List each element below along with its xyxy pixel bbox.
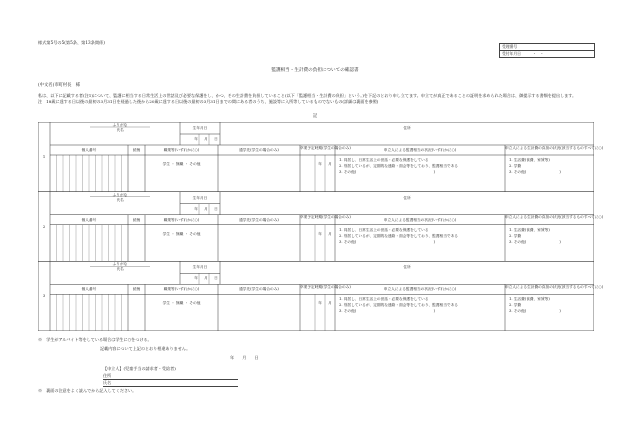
occupation-header: 職業等(いずれかに○) (163, 217, 200, 222)
body-note: 注 18歳に達する日以後の最初の3月31日を経過した後から20歳に達する日以後の最初の3月31日までの間にある者のうち、施設等に入所等しているものでないもの(詳細は裏面を参照) (38, 99, 379, 104)
furigana-label: ふりがな (112, 123, 128, 127)
name-label: 氏名 (116, 128, 124, 132)
relationship-label: 続柄 (132, 217, 141, 222)
date-line[interactable]: 年 月 日 (230, 355, 259, 360)
custody-option: 2. 別居しているが、定期的な連絡・面会等をしており、監護相当である (339, 164, 458, 168)
name-line (103, 386, 238, 387)
addressee: (中文名)市町村長 様 (38, 83, 81, 88)
day-label: 日 (214, 276, 218, 281)
address-line (103, 379, 238, 380)
occupation-options: 学生 ・ 無職 ・ その他 (162, 231, 201, 236)
custody-option: 1. 同居し、日常生活上の世話・必要な保護をしている (339, 297, 429, 302)
graduation-header: 卒業予定時期(学生の場合のみ) (300, 145, 351, 150)
support-option: 1. 生活費(食費、家賃等) (509, 297, 550, 302)
graduation-header: 卒業予定時期(学生の場合のみ) (300, 284, 351, 289)
row-index: 3 (42, 294, 46, 299)
school-header: 通学先(学生の場合のみ) (239, 148, 279, 152)
custody-option: 1. 同居し、日常生活上の世話・必要な保護をしている (339, 158, 429, 162)
address-label: 住所 (403, 265, 411, 270)
custody-option: 3. その他( ) (339, 309, 436, 314)
address-label: 住所 (403, 126, 411, 130)
body-text (38, 93, 598, 105)
custody-option: 2. 別居しているが、定期的な連絡・面会等をしており、監護相当である (339, 303, 458, 308)
personal-number-label: 個人番号 (81, 148, 97, 152)
occupation-header: 職業等(いずれかに○) (163, 287, 200, 292)
applicant-block (103, 366, 176, 385)
support-option: 3. その他( ) (509, 170, 561, 174)
year-label: 年 (194, 206, 198, 211)
custody-header: 申立人による監護相当の状況(いずれかに○) (383, 287, 457, 292)
name-label: 氏名 (116, 267, 124, 272)
occupation-options: 学生 ・ 無職 ・ その他 (162, 301, 201, 306)
graduation-month-label: 月 (328, 162, 332, 166)
reception-number-label: 受理番号 (500, 44, 595, 51)
document-title: 監護相当・生計費の負担についての確認書 (271, 68, 359, 73)
year-label: 年 (194, 276, 198, 281)
month-label: 月 (204, 276, 208, 281)
day-label: 日 (214, 206, 218, 211)
school-header: 通学先(学生の場合のみ) (239, 287, 279, 292)
support-option: 2. 学費 (509, 233, 522, 238)
support-option: 2. 学費 (509, 303, 522, 308)
address-label: 住所 (403, 195, 411, 200)
furigana-label: ふりがな (112, 262, 128, 267)
row-index: 2 (42, 224, 46, 229)
birth-date-label: 生年月日 (192, 126, 208, 130)
relationship-label: 続柄 (132, 148, 141, 152)
applicant-address[interactable]: 住所 (103, 373, 112, 379)
birth-date-label: 生年月日 (192, 195, 208, 200)
custody-header: 申立人による監護相当の状況(いずれかに○) (383, 148, 457, 152)
support-option: 1. 生活費(食費、家賃等) (509, 227, 550, 232)
body-paragraph: 私は、以下に記載する者(注1)について、監護に相当する日常生活上の世話及び必要な保護をし、かつ、その生計費を負担していること(以下「監護相当・生計費の負担」という。)を下記のとおり申し立てます。申立てが真正であることの証明を求められた場合は、御提示する書類を提出します。 (38, 93, 577, 98)
relationship-label: 続柄 (132, 287, 141, 292)
confirm-text: 記載内容について上記のとおり相違ありません。 (100, 346, 191, 351)
graduation-year-label: 年 (318, 231, 322, 236)
occupation-options: 学生 ・ 無職 ・ その他 (162, 162, 201, 166)
custody-option: 3. その他( ) (339, 239, 436, 244)
custody-option: 2. 別居しているが、定期的な連絡・面会等をしており、監護相当である (339, 233, 458, 238)
day-label: 日 (214, 137, 218, 141)
graduation-year-label: 年 (318, 162, 322, 166)
graduation-month-label: 月 (328, 301, 332, 306)
month-label: 月 (204, 137, 208, 141)
support-option: 2. 学費 (509, 164, 522, 168)
record-label: 記 (312, 114, 318, 119)
graduation-header: 卒業予定時期(学生の場合のみ) (300, 215, 351, 220)
support-option: 3. その他( ) (509, 239, 561, 244)
student-note: ※ 学生がアルバイト等をしている場合は学生に○をつける。 (38, 337, 152, 342)
support-option: 1. 生活費(食費、家賃等) (509, 158, 550, 162)
graduation-month-label: 月 (328, 231, 332, 236)
year-label: 年 (194, 137, 198, 141)
dependents-table (38, 122, 604, 331)
furigana-label: ふりがな (112, 192, 128, 197)
applicant-name[interactable]: 氏名 (103, 380, 112, 386)
month-label: 月 (204, 206, 208, 211)
graduation-year-label: 年 (318, 301, 322, 306)
form-number: 様式第5号の5(第5条、第13条関係) (38, 40, 105, 45)
custody-option: 3. その他( ) (339, 170, 436, 174)
reverse-note: ※ 裏面の注意をよく読んでから記入してください。 (38, 388, 137, 393)
row-index: 1 (42, 154, 46, 159)
occupation-header: 職業等(いずれかに○) (163, 148, 200, 152)
support-header: 申立人による生計費の負担の状況(該当するものすべてに○) (505, 284, 604, 289)
applicant-label: 【申立人】(児童手当の請求者・受給者) (103, 366, 176, 371)
custody-option: 1. 同居し、日常生活上の世話・必要な保護をしている (339, 227, 429, 232)
custody-header: 申立人による監護相当の状況(いずれかに○) (383, 217, 457, 222)
support-header: 申立人による生計費の負担の状況(該当するものすべてに○) (505, 145, 604, 150)
reception-box (499, 43, 595, 58)
name-label: 氏名 (116, 197, 124, 202)
reception-date-label: 受付年月日 ・ ・ (500, 51, 595, 58)
birth-date-label: 生年月日 (192, 265, 208, 270)
school-header: 通学先(学生の場合のみ) (239, 217, 279, 222)
support-option: 3. その他( ) (509, 309, 561, 314)
personal-number-label: 個人番号 (81, 287, 97, 292)
support-header: 申立人による生計費の負担の状況(該当するものすべてに○) (505, 215, 604, 220)
personal-number-label: 個人番号 (81, 217, 97, 222)
